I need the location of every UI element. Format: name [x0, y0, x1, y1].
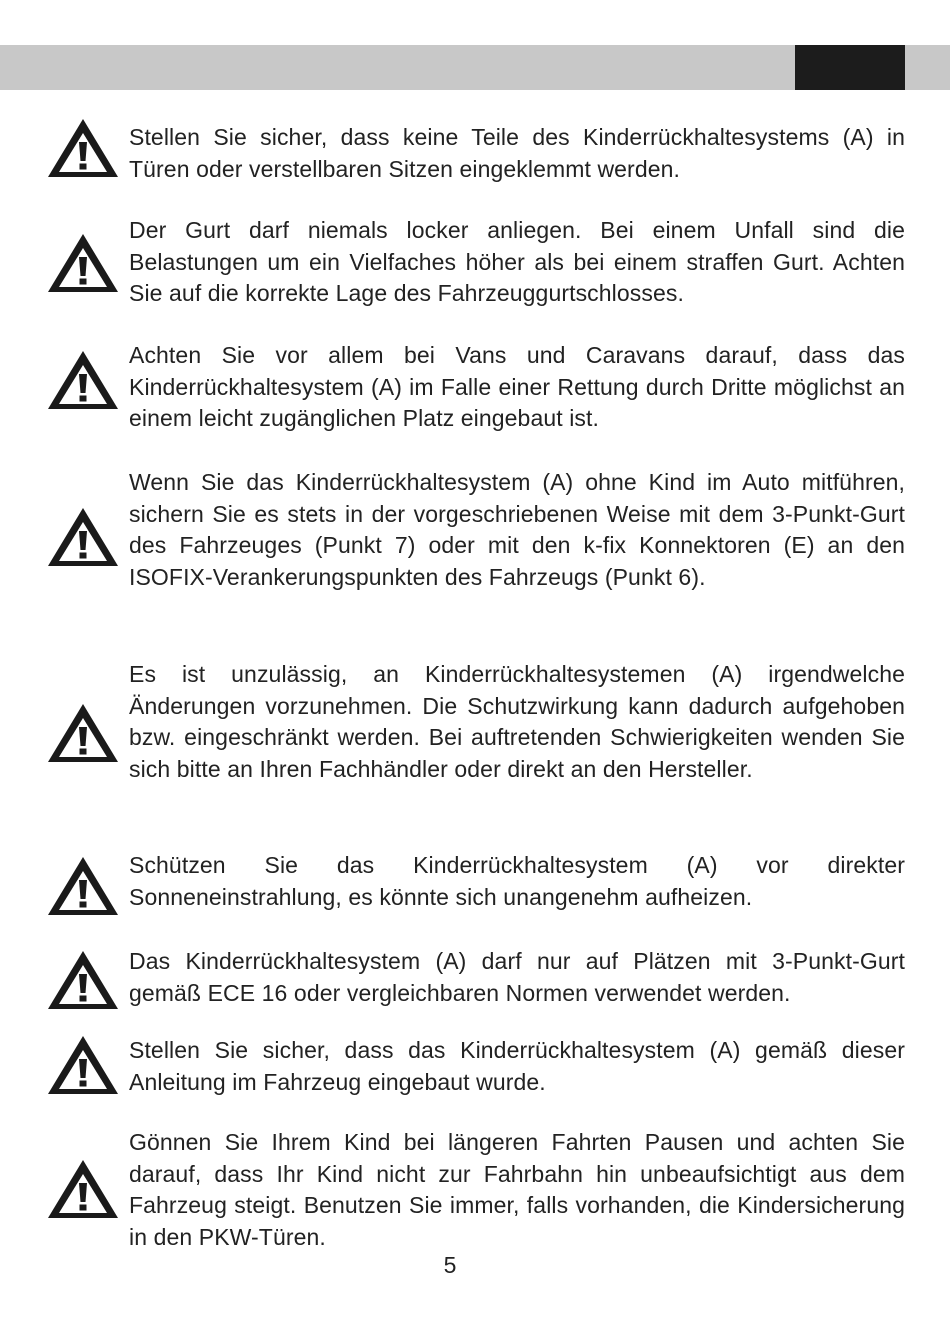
- warning-triangle-icon: [45, 948, 121, 1012]
- warning-text: Schützen Sie das Kinderrückhaltesystem (A) vor direkter Sonneneinstrahlung, es könnte sich unangenehm aufheizen.: [129, 852, 905, 910]
- warning-text: Stellen Sie sicher, dass das Kinderrückhaltesystem (A) gemäß dieser Anleitung im Fahrzeug eingebaut wurde.: [129, 1037, 905, 1095]
- warning-triangle-icon: [45, 348, 121, 412]
- warning-text: Der Gurt darf niemals locker anliegen. Bei einem Unfall sind die Belastungen um ein Vielfaches höher als bei einem straffen Gurt. Achten Sie auf die korrekte Lage des Fahrzeuggurtschlosses.: [129, 217, 905, 306]
- warning-text: Wenn Sie das Kinderrückhaltesystem (A) ohne Kind im Auto mitführen, sichern Sie es stets in der vorgeschriebenen Weise mit dem 3-Punkt-Gurt des Fahrzeuges (Punkt 7) oder mit den k-fix Konnektoren (E) an den ISOFIX-Verankerungspunkten des Fahrzeugs (Punkt 6).: [129, 469, 905, 590]
- warning-triangle-icon: [45, 1157, 121, 1221]
- warning-text: Es ist unzulässig, an Kinderrückhaltesystemen (A) irgendwelche Änderungen vorzunehmen. Die Schutzwirkung kann dadurch aufgehoben bzw. eingeschränkt werden. Bei auftretenden Schwierigkeiten wenden Sie sich bitte an Ihren Fachhändler oder direkt an den Hersteller.: [129, 661, 905, 782]
- warning-triangle-icon: [45, 1033, 121, 1097]
- page-number: 5: [443, 1252, 457, 1278]
- warning-triangle-icon: [45, 854, 121, 918]
- warning-triangle-icon: [45, 701, 121, 765]
- warning-text: Das Kinderrückhaltesystem (A) darf nur auf Plätzen mit 3-Punkt-Gurt gemäß ECE 16 oder vergleichbaren Normen verwendet werden.: [129, 948, 905, 1006]
- warning-triangle-icon: [45, 231, 121, 295]
- warning-triangle-icon: [45, 505, 121, 569]
- header-tab-block: [795, 45, 905, 90]
- warning-text: Achten Sie vor allem bei Vans und Caravans darauf, dass das Kinderrückhaltesystem (A) im Falle einer Rettung durch Dritte möglichst an einem leicht zugänglichen Platz eingebaut ist.: [129, 342, 905, 431]
- warning-text: Gönnen Sie Ihrem Kind bei längeren Fahrten Pausen und achten Sie darauf, dass Ihr Kind nicht zur Fahrbahn hin unbeaufsichtigt aus dem Fahrzeug steigt. Benutzen Sie immer, falls vorhanden, die Kindersicherung in den PKW-Türen.: [129, 1129, 905, 1250]
- warning-text: Stellen Sie sicher, dass keine Teile des Kinderrückhaltesystems (A) in Türen oder verstellbaren Sitzen eingeklemmt werden.: [129, 124, 905, 182]
- warning-triangle-icon: [45, 116, 121, 180]
